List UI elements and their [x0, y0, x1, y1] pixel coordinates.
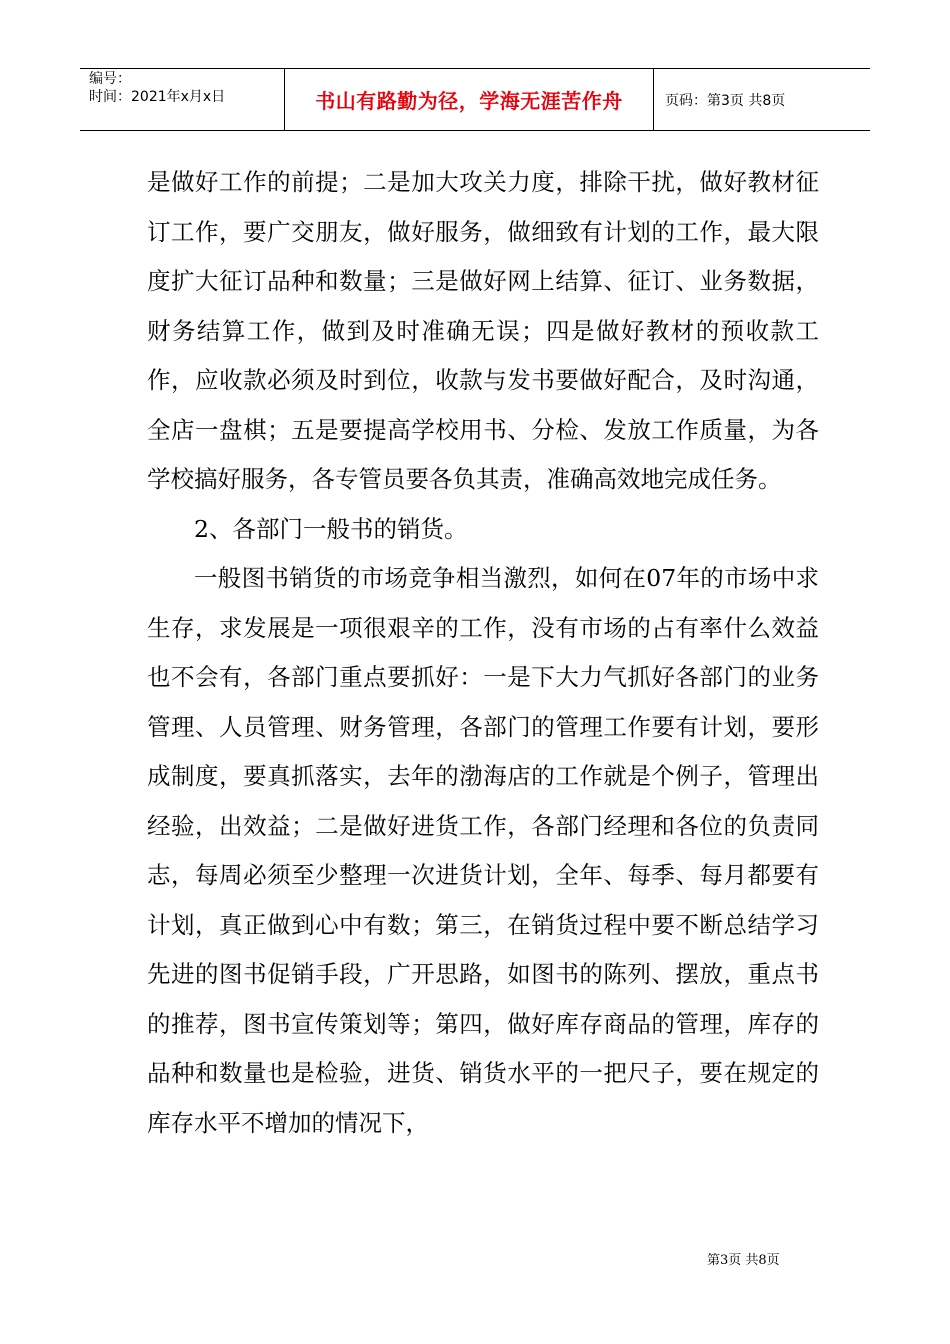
header-page-cell — [665, 69, 870, 130]
header-motto: 书山有路勤为径，学海无涯苦作舟 — [315, 89, 623, 113]
document-body — [147, 158, 819, 1148]
header-page-info: 页码：第3页 共8页 — [665, 92, 786, 109]
paragraph: 是做好工作的前提；二是加大攻关力度，排除干扰，做好教材征订工作，要广交朋友，做好服务，做细致有计划的工作，最大限度扩大征订品种和数量；三是做好网上结算、征订、业务数据，财务结算工作，做到及时准确无误；四是做好教材的预收款工作，应收款必须及时到位，收款与发书要做好配合，及时沟通，全店一盘棋；五是要提高学校用书、分检、发放工作质量，为各学校搞好服务，各专管员要各负其责，准确高效地完成任务。 — [147, 168, 819, 493]
header-motto-cell — [285, 69, 654, 130]
header-meta-cell — [80, 69, 285, 130]
document-date-label: 时间：2021年x月x日 — [89, 89, 226, 105]
page-header — [80, 68, 870, 131]
page-footer: 第3页 共8页 — [707, 1253, 780, 1268]
document-number-label: 编号： — [89, 71, 131, 87]
paragraph: 一般图书销货的市场竞争相当激烈，如何在07年的市场中求生存，求发展是一项很艰辛的工作，没有市场的占有率什么效益也不会有，各部门重点要抓好：一是下大力气抓好各部门的业务管理、人员管理、财务管理，各部门的管理工作要有计划，要形成制度，要真抓落实，去年的渤海店的工作就是个例子，管理出经验，出效益；二是做好进货工作，各部门经理和各位的负责同志，每周必须至少整理一次进货计划，全年、每季、每月都要有计划，真正做到心中有数；第三，在销货过程中要不断总结学习先进的图书促销手段，广开思路，如图书的陈列、摆放，重点书的推荐，图书宣传策划等；第四，做好库存商品的管理，库存的品种和数量也是检验，进货、销货水平的一把尺子，要在规定的库存水平不增加的情况下， — [147, 564, 819, 1137]
section-heading: 2、各部门一般书的销货。 — [194, 514, 468, 543]
